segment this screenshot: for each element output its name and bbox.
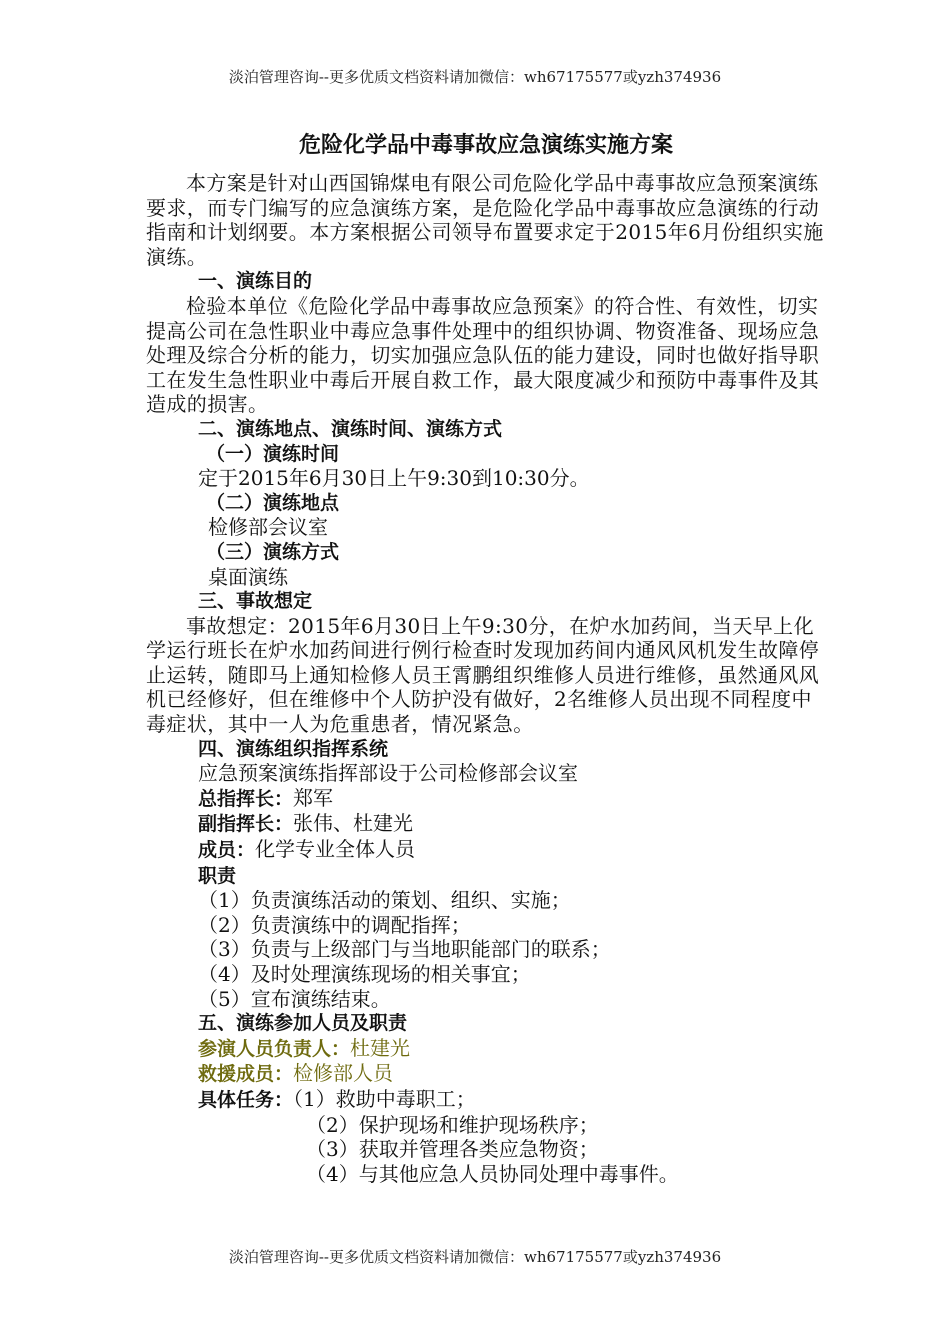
- section-1-heading: 一、演练目的: [198, 270, 313, 293]
- section-3-heading: 三、事故想定: [198, 590, 313, 613]
- drill-mode-heading: （三）演练方式: [206, 540, 340, 563]
- intro-paragraph: 本方案是针对山西国锦煤电有限公司危险化学品中毒事故应急预案演练要求，而专门编写的应急演练方案，是危险化学品中毒事故应急演练的行动指南和计划纲要。本方案根据公司领导布置要求定于2015年6月份组织实施演练。: [146, 171, 824, 269]
- tasks-row: [146, 1087, 826, 1113]
- deputy-commander-label: 副指挥长：: [198, 813, 294, 836]
- chief-commander-label: 总指挥长：: [198, 787, 294, 810]
- task-item: （1）救助中毒职工；: [293, 1086, 476, 1111]
- members-row: [146, 837, 826, 863]
- deputy-commander-row: [146, 811, 826, 837]
- participant-lead-label: 参演人员负责人：: [198, 1037, 351, 1060]
- task-item: （2）保护现场和维护现场秩序；: [306, 1112, 599, 1137]
- section-5-heading: 五、演练参加人员及职责: [198, 1012, 408, 1035]
- duty-item: （1）负责演练活动的策划、组织、实施；: [198, 888, 571, 913]
- deputy-commander: 张伟、杜建光: [293, 811, 414, 836]
- chief-commander: 郑军: [293, 785, 334, 810]
- section-2-heading: 二、演练地点、演练时间、演练方式: [198, 417, 503, 440]
- task-item: （3）获取并管理各类应急物资；: [306, 1137, 599, 1162]
- rescue-members-label: 救援成员：: [198, 1063, 294, 1086]
- members-label: 成员：: [198, 839, 256, 862]
- page-footer: 淡泊管理咨询--更多优质文档资料请加微信：wh67175577或yzh374936: [228, 1248, 722, 1266]
- drill-time: 定于2015年6月30日上午9:30到10:30分。: [198, 466, 590, 491]
- duty-item: （5）宣布演练结束。: [198, 986, 391, 1011]
- drill-mode: 桌面演练: [208, 564, 288, 589]
- chief-commander-row: [146, 786, 826, 812]
- page-header: 淡泊管理咨询--更多优质文档资料请加微信：wh67175577或yzh374936: [228, 68, 722, 86]
- section-4-heading: 四、演练组织指挥系统: [198, 737, 389, 760]
- drill-place: 检修部会议室: [208, 515, 328, 540]
- duty-item: （3）负责与上级部门与当地职能部门的联系；: [198, 937, 611, 962]
- drill-place-heading: （二）演练地点: [206, 491, 340, 514]
- participant-lead: 杜建光: [350, 1035, 411, 1060]
- section-3-body: 事故想定：2015年6月30日上午9:30分，在炉水加药间，当天早上化学运行班长在炉水加药间进行例行检查时发现加药间内通风风机发生故障停止运转，随即马上通知检修人员王霄鹏组织维修人员进行维修，虽然通风风机已经修好，但在维修中个人防护没有做好，2名维修人员出现不同程度中毒症状，其中一人为危重患者，情况紧急。: [146, 613, 820, 737]
- members: 化学专业全体人员: [255, 837, 416, 862]
- section-1-body: 检验本单位《危险化学品中毒事故应急预案》的符合性、有效性，切实提高公司在急性职业中毒应急事件处理中的组织协调、物资准备、现场应急处理及综合分析的能力，切实加强应急队伍的能力建设，同时也做好指导职工在发生急性职业中毒后开展自救工作，最大限度减少和预防中毒事件及其造成的损害。: [146, 293, 820, 417]
- duty-item: （2）负责演练中的调配指挥；: [198, 912, 471, 937]
- duty-item: （4）及时处理演练现场的相关事宜；: [198, 962, 531, 986]
- duties-heading: 职责: [198, 864, 237, 887]
- drill-time-heading: （一）演练时间: [206, 442, 340, 465]
- tasks-label: 具体任务：: [198, 1088, 294, 1111]
- document-body: [146, 128, 826, 1186]
- participant-lead-row: [146, 1036, 826, 1062]
- rescue-members-row: [146, 1061, 826, 1087]
- task-item: （4）与其他应急人员协同处理中毒事件。: [306, 1161, 679, 1186]
- command-location: 应急预案演练指挥部设于公司检修部会议室: [198, 761, 578, 786]
- document-title: 危险化学品中毒事故应急演练实施方案: [298, 133, 673, 158]
- rescue-members: 检修部人员: [293, 1061, 394, 1086]
